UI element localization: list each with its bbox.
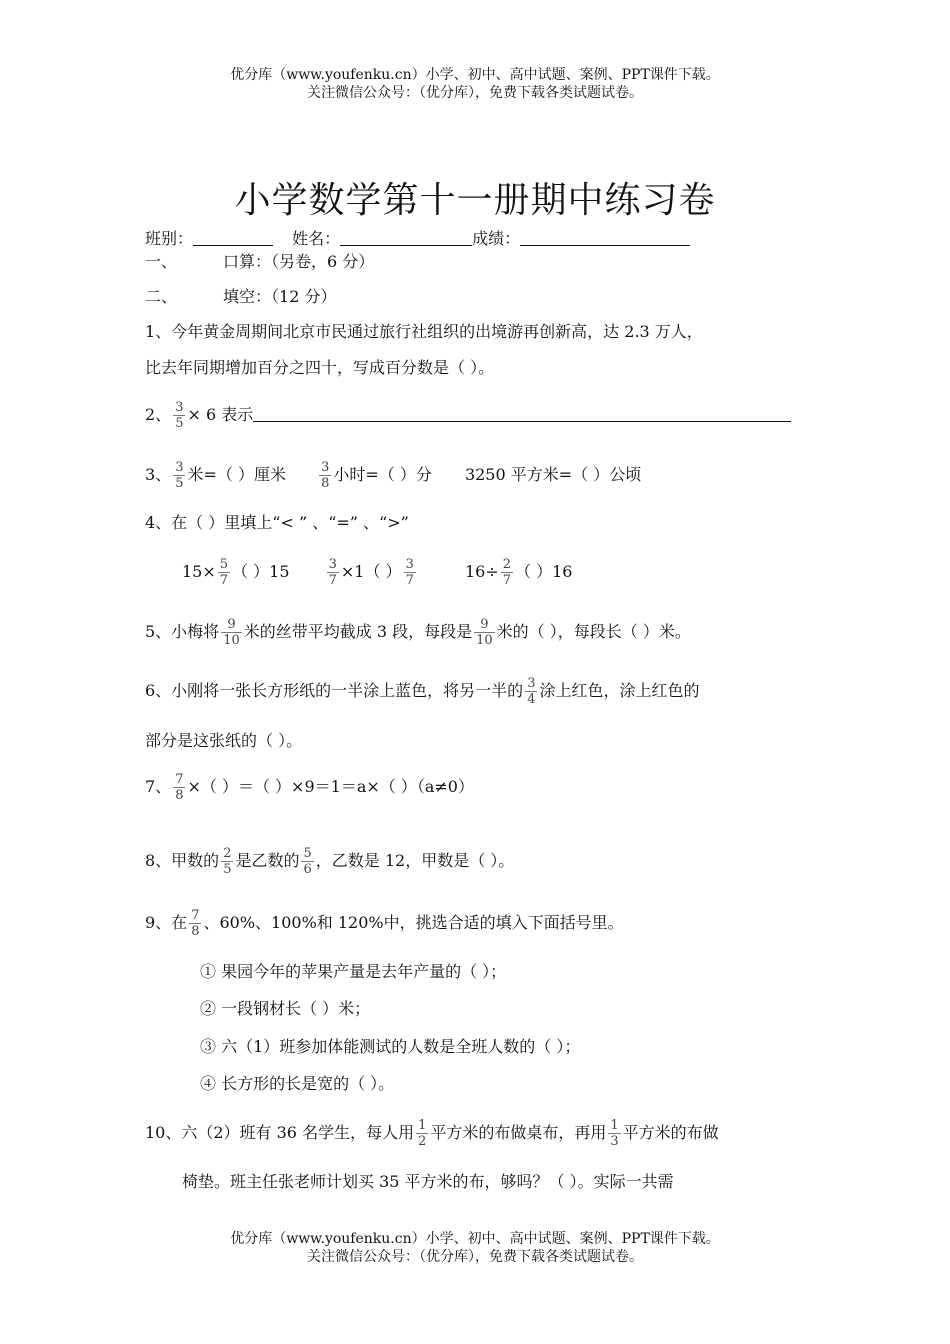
q7-fraction: $\frac{7}{8}$ [175,772,184,803]
q10-pre: 10、六（2）班有 36 名学生，每人用 [145,1123,415,1142]
section-2-number: 二、 [145,287,178,306]
q3-a-fraction: $\frac{3}{5}$ [175,460,184,491]
q10-fraction-1: $\frac{1}{2}$ [418,1118,427,1149]
page-header [0,66,950,102]
footer-line-1: 优分库（www.youfenku.cn）小学、初中、高中试题、案例、PPT课件下载。 [230,1231,720,1247]
q9-item-2: ② 一段钢材长（ ）米； [200,999,371,1018]
q5 [145,617,691,648]
q3-number: 3、 [145,465,172,484]
name-blank [340,227,472,246]
q4-c-fraction: $\frac{2}{7}$ [502,557,511,588]
section-1-number: 一、 [145,252,178,271]
q7-text: ×（ ）＝（ ）×9＝1＝a×（ ）（a≠0） [187,777,474,796]
q4-c-post: （ ）16 [514,562,573,581]
footer-line-2: 关注微信公众号：（优分库），免费下载各类试题试卷。 [307,1249,643,1265]
q7 [145,772,474,803]
q3-b-text: 小时=（ ）分 [333,465,432,484]
q10-post: 平方米的布做 [622,1123,719,1142]
q9-item-1: ① 果园今年的苹果产量是去年产量的（ ）； [200,962,507,981]
section-1 [145,250,374,274]
class-blank [193,227,273,246]
header-line-1: 优分库（www.youfenku.cn）小学、初中、高中试题、案例、PPT课件下载。 [230,67,720,83]
q5-fraction-2: $\frac{9}{10}$ [476,617,493,648]
q3 [145,460,642,491]
q1-line-1: 1、今年黄金周期间北京市民通过旅行社组织的出境游再创新高，达 2.3 万人， [145,322,703,341]
q6-post: 涂上红色，涂上红色的 [539,681,700,700]
q6-fraction: $\frac{3}{4}$ [527,676,536,707]
q10-line-2: 椅垫。班主任张老师计划买 35 平方米的布，够吗？（ ）。实际一共需 [182,1172,674,1191]
q10-line-1 [145,1118,719,1149]
q9-item-3: ③ 六（1）班参加体能测试的人数是全班人数的（ ）； [200,1037,581,1056]
q4-b-fraction-2: $\frac{3}{7}$ [405,557,414,588]
page-footer [0,1230,950,1266]
q4-c-pre: 16÷ [464,562,499,581]
q4-b-mid: ×1（ ） [340,562,402,581]
q8-fraction-2: $\frac{5}{6}$ [303,846,312,877]
section-1-text: 口算：（另卷，6 分） [223,252,375,271]
student-info-row [145,227,690,251]
q2 [145,400,791,431]
score-blank [520,227,690,246]
section-2-text: 填空：（12 分） [223,287,337,306]
q5-pre: 5、小梅将 [145,622,220,641]
q6-line-2: 部分是这张纸的（ ）。 [145,731,303,750]
name-label: 姓名： [292,229,341,248]
q3-b-fraction: $\frac{3}{8}$ [321,460,330,491]
q6-line-1 [145,676,700,707]
q5-mid: 米的丝带平均截成 3 段，每段是 [243,622,473,641]
q1-line-2: 比去年同期增加百分之四十，写成百分数是（ ）。 [145,358,495,377]
q4-a-pre: 15× [182,562,216,581]
q4-a-fraction: $\frac{5}{7}$ [219,557,229,588]
class-label: 班别： [145,229,194,248]
header-line-2: 关注微信公众号：（优分库），免费下载各类试题试卷。 [307,85,643,101]
q4-items [182,557,573,588]
page-title: 小学数学第十一册期中练习卷 [234,180,716,221]
q2-fraction: $\frac{3}{5}$ [175,400,184,431]
q9-item-4: ④ 长方形的长是宽的（ ）。 [200,1074,395,1093]
q6-pre: 6、小刚将一张长方形纸的一半涂上蓝色，将另一半的 [145,681,524,700]
q8-post: ，乙数是 12，甲数是（ ）。 [315,851,515,870]
q2-text: × 6 表示 [187,405,254,424]
q2-answer-line [253,403,791,422]
q3-c-text: 3250 平方米=（ ）公顷 [464,465,642,484]
q8-pre: 8、甲数的 [145,851,220,870]
q8-mid: 是乙数的 [235,851,300,870]
q9-fraction: $\frac{7}{8}$ [191,908,200,939]
q4-b-fraction-1: $\frac{3}{7}$ [328,557,337,588]
q10-fraction-2: $\frac{1}{3}$ [610,1118,619,1149]
q9-prompt [145,908,624,939]
q4-prompt: 4、在（ ）里填上“< ” 、“=” 、“>” [145,513,409,532]
q5-post: 米的（ ），每段长（ ）米。 [496,622,691,641]
q9-pre: 9、在 [145,913,188,932]
q8-fraction-1: $\frac{2}{5}$ [223,846,232,877]
q5-fraction-1: $\frac{9}{10}$ [223,617,240,648]
q9-post: 、60%、100%和 120%中，挑选合适的填入下面括号里。 [203,913,624,932]
q10-mid: 平方米的布做桌布，再用 [430,1123,607,1142]
q8 [145,846,515,877]
q4-a-post: （ ）15 [232,562,290,581]
q7-number: 7、 [145,777,172,796]
q3-a-text: 米=（ ）厘米 [187,465,286,484]
q2-number: 2、 [145,405,172,424]
score-label: 成绩： [472,229,521,248]
section-2 [145,285,336,309]
